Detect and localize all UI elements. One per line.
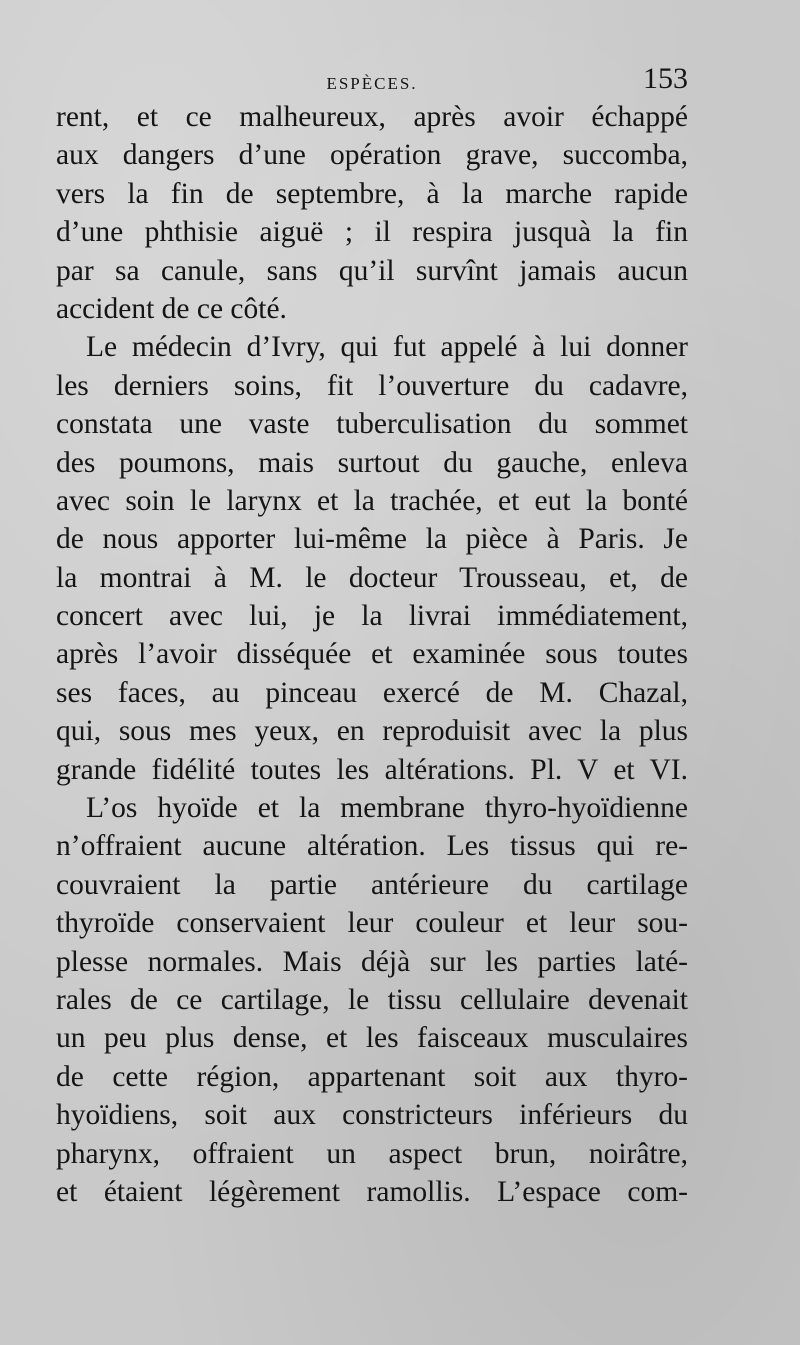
text-line: constata une vaste tuberculisation du sommet — [56, 408, 688, 441]
text-line: de nous apporter lui-même la pièce à Paris. Je — [56, 523, 688, 556]
text-line: de cette région, appartenant soit aux thyro- — [56, 1060, 688, 1093]
text-line: aux dangers d’une opération grave, succomba, — [56, 139, 688, 172]
text-line: accident de ce côté. — [56, 292, 287, 325]
text-line: L’os hyoïde et la membrane thyro-hyoïdienne — [86, 792, 688, 825]
text-line: avec soin le larynx et la trachée, et eut la bonté — [56, 484, 688, 517]
section-title: ESPÈCES. — [326, 74, 418, 93]
text-line: après l’avoir disséquée et examinée sous toutes — [56, 638, 688, 671]
text-line: n’offraient aucune altération. Les tissus qui re- — [56, 830, 688, 863]
text-line: plesse normales. Mais déjà sur les parties laté- — [56, 945, 688, 978]
text-line: rales de ce cartilage, le tissu cellulaire devenait — [56, 983, 688, 1016]
page-number: 153 — [643, 62, 688, 95]
paragraph-hyoid — [56, 789, 688, 1211]
text-line: rent, et ce malheureux, après avoir échappé — [56, 101, 688, 133]
text-line: d’une phthisie aiguë ; il respira jusquà la fin — [56, 216, 688, 249]
text-line: concert avec lui, je la livrai immédiatement, — [56, 600, 688, 633]
body-text — [56, 98, 688, 1211]
text-line: vers la fin de septembre, à la marche rapide — [56, 177, 688, 210]
paragraph-autopsy — [56, 328, 688, 789]
text-line: ses faces, au pinceau exercé de M. Chazal, — [56, 676, 688, 709]
text-line: hyoïdiens, soit aux constricteurs inférieurs du — [56, 1099, 688, 1132]
text-line: couvraient la partie antérieure du cartilage — [56, 868, 688, 901]
paragraph-continuation — [56, 98, 688, 328]
text-line: pharynx, offraient un aspect brun, noirâtre, — [56, 1137, 688, 1170]
text-line: Le médecin d’Ivry, qui fut appelé à lui donner — [86, 331, 688, 364]
running-head — [56, 62, 688, 96]
text-line: la montrai à M. le docteur Trousseau, et, de — [56, 561, 688, 594]
text-line: par sa canule, sans qu’il survînt jamais aucun — [56, 254, 688, 287]
text-line: grande fidélité toutes les altérations. Pl. V et VI. — [56, 753, 688, 786]
text-line: thyroïde conservaient leur couleur et leur sou- — [56, 907, 688, 940]
text-line: des poumons, mais surtout du gauche, enleva — [56, 446, 688, 479]
text-line: les derniers soins, fit l’ouverture du cadavre, — [56, 369, 688, 402]
text-line: un peu plus dense, et les faisceaux musculaires — [56, 1022, 688, 1055]
text-line: qui, sous mes yeux, en reproduisit avec la plus — [56, 715, 688, 748]
text-line: et étaient légèrement ramollis. L’espace com- — [56, 1175, 688, 1208]
